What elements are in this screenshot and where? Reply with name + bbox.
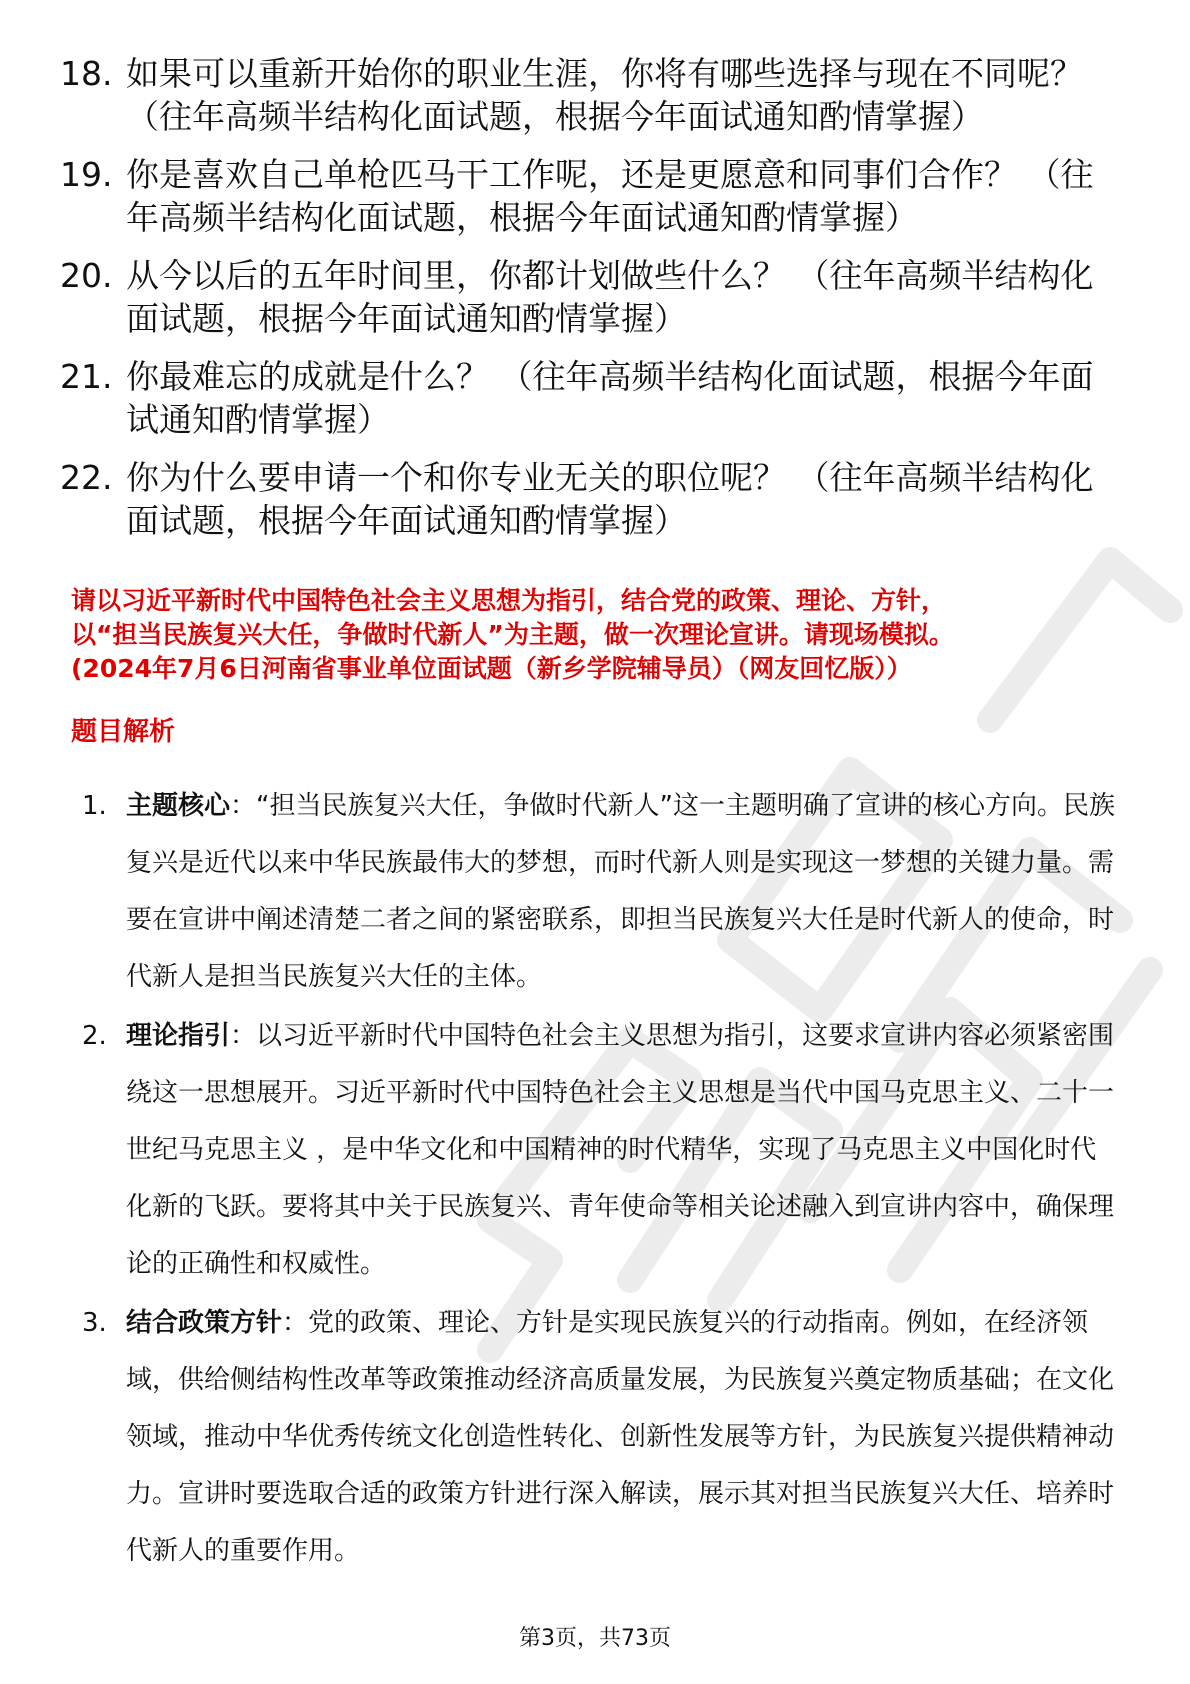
question-item (60, 456, 1120, 542)
analysis-term: 理论指引 (126, 1021, 231, 1051)
analysis-list (82, 778, 1122, 1582)
question-text: 你是喜欢自己单枪匹马干工作呢，还是更愿意和同事们合作？ （往年高频半结构化面试题，根据今年面试通知酌情掌握） (126, 155, 1094, 237)
question-list (60, 52, 1120, 557)
analysis-text: ：党的政策、理论、方针是实现民族复兴的行动指南。例如，在经济领域，供给侧结构性改革等政策推动经济高质量发展，为民族复兴奠定物质基础；在文化领域，推动中华优秀传统文化创造性转化、创新性发展等方针，为民族复兴提供精神动力。宣讲时要选取合适的政策方针进行深入解读，展示其对担当民族复兴大任、培养时代新人的重要作用。 (126, 1308, 1115, 1566)
analysis-number: 3. (82, 1308, 107, 1338)
question-item (60, 254, 1120, 340)
question-item (60, 355, 1120, 441)
question-number: 19. (60, 155, 113, 194)
question-number: 22. (60, 458, 113, 497)
question-text: 如果可以重新开始你的职业生涯，你将有哪些选择与现在不同呢？ （往年高频半结构化面试题，根据今年面试通知酌情掌握） (126, 54, 1083, 136)
analysis-number: 1. (82, 791, 107, 821)
highlighted-question-source: (2024年7月6日河南省事业单位面试题（新乡学院辅导员）（网友回忆版）） (71, 654, 912, 683)
question-item (60, 52, 1120, 138)
analysis-text: ：“担当民族复兴大任，争做时代新人”这一主题明确了宣讲的核心方向。民族复兴是近代以来中华民族最伟大的梦想，而时代新人则是实现这一梦想的关键力量。需要在宣讲中阐述清楚二者之间的紧密联系，即担当民族复兴大任是时代新人的使命，时代新人是担当民族复兴大任的主体。 (126, 791, 1115, 992)
analysis-heading: 题目解析 (71, 717, 176, 747)
question-text: 你最难忘的成就是什么？ （往年高频半结构化面试题，根据今年面试通知酌情掌握） (126, 357, 1094, 439)
question-text: 你为什么要申请一个和你专业无关的职位呢？ （往年高频半结构化面试题，根据今年面试通知酌情掌握） (126, 458, 1094, 540)
question-number: 21. (60, 357, 113, 396)
question-text: 从今以后的五年时间里，你都计划做些什么？ （往年高频半结构化面试题，根据今年面试通知酌情掌握） (126, 256, 1094, 338)
highlighted-question-line: 以“担当民族复兴大任，争做时代新人”为主题，做一次理论宣讲。请现场模拟。 (71, 620, 954, 649)
analysis-number: 2. (82, 1021, 107, 1051)
analysis-item (82, 1295, 1122, 1580)
highlighted-question-line: 请以习近平新时代中国特色社会主义思想为指引，结合党的政策、理论、方针， (71, 586, 947, 615)
analysis-text: ：以习近平新时代中国特色社会主义思想为指引，这要求宣讲内容必须紧密围绕这一思想展开。习近平新时代中国特色社会主义思想是当代中国马克思主义、二十一世纪马克思主义 ，是中华文化和中国精神的时代精华，实现了马克思主义中国化时代化新的飞跃。要将其中关于民族复兴、青年使命等相关论述融入到宣讲内容中，确保理论的正确性和权威性。 (126, 1021, 1115, 1279)
analysis-term: 主题核心 (126, 791, 231, 821)
question-number: 20. (60, 256, 113, 295)
question-item (60, 153, 1120, 239)
analysis-body (126, 1008, 1122, 1293)
analysis-body (126, 1295, 1122, 1580)
analysis-term: 结合政策方针 (126, 1308, 283, 1338)
analysis-body (126, 778, 1122, 1006)
analysis-item (82, 1008, 1122, 1293)
analysis-item (82, 778, 1122, 1006)
highlighted-question (71, 584, 1131, 686)
question-number: 18. (60, 54, 113, 93)
page-footer: 第3页，共73页 (519, 1626, 671, 1651)
